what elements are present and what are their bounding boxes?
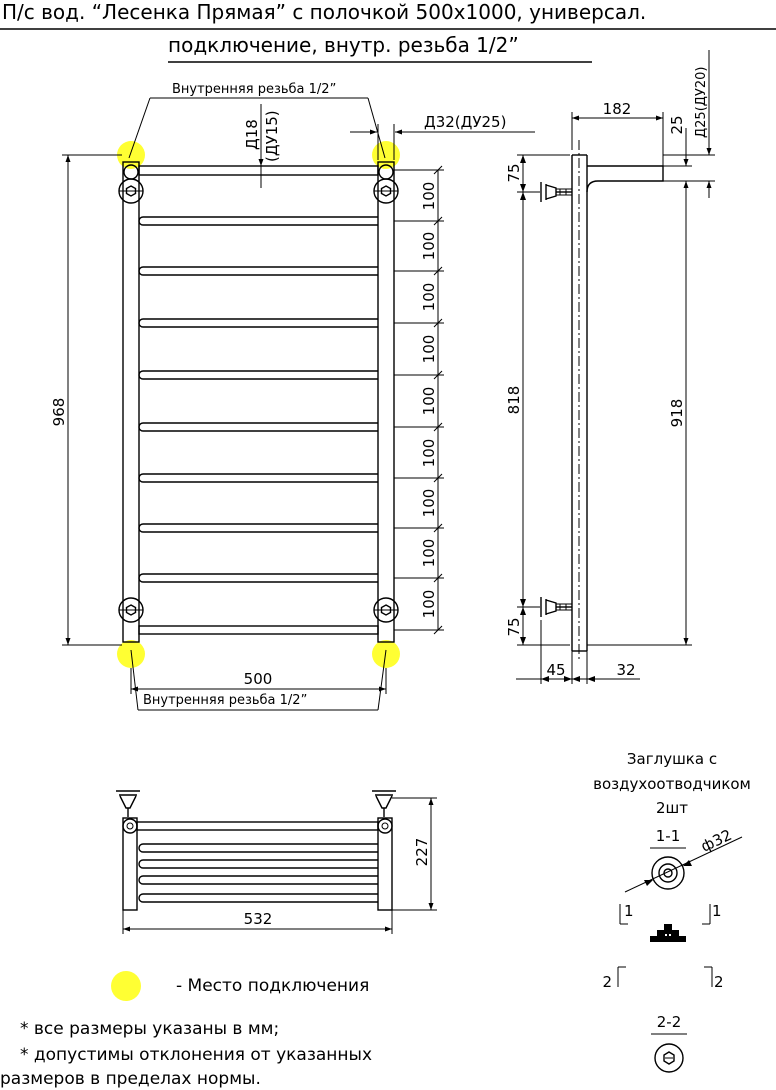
dim-532-label: 532 xyxy=(243,910,273,928)
shelf-port-right xyxy=(378,819,392,833)
bracket-bottom-right xyxy=(374,598,398,622)
note-line-3: размеров в пределах нормы. xyxy=(0,1069,261,1089)
legend xyxy=(111,971,369,1001)
connection-point-bottom-right xyxy=(372,640,400,668)
bracket-top-right xyxy=(374,179,398,203)
note-line-2: * допустимы отклонения от указанных xyxy=(20,1045,373,1065)
rung-spacing-dims xyxy=(394,166,444,634)
spacing-label: 100 xyxy=(420,334,438,364)
dim-227-label: 227 xyxy=(413,837,431,867)
shelf-bar xyxy=(139,860,378,868)
shelf-mount-left xyxy=(116,791,140,817)
dim-32-label: 32 xyxy=(616,661,636,679)
shelf-view xyxy=(116,791,437,934)
side-wall-mount-top xyxy=(541,182,572,202)
section-1-label: 1-1 xyxy=(655,827,681,845)
plug-detail xyxy=(593,750,751,1072)
thread-bottom-label: Внутренняя резьба 1/2” xyxy=(143,693,308,708)
mark-2-right: 2 xyxy=(714,973,724,991)
front-view xyxy=(50,82,535,710)
rung xyxy=(139,574,378,582)
shelf-bar xyxy=(139,844,378,852)
plug-profile xyxy=(650,924,686,942)
spacing-label: 100 xyxy=(420,589,438,619)
shelf-mount-right xyxy=(372,791,396,817)
shelf-bar xyxy=(137,822,378,830)
note-line-1: * все размеры указаны в мм; xyxy=(20,1019,280,1039)
dim-75-top-label: 75 xyxy=(505,163,523,183)
side-shelf-arm xyxy=(587,166,663,192)
rung xyxy=(139,217,378,225)
dim-968-label: 968 xyxy=(50,397,68,427)
shelf-bar xyxy=(139,894,378,902)
side-wall-mount-bottom xyxy=(541,597,572,617)
rung xyxy=(139,371,378,379)
rung xyxy=(139,423,378,431)
left-vertical-pipe xyxy=(123,162,139,642)
rung xyxy=(139,524,378,532)
dim-918-label: 918 xyxy=(668,398,686,428)
title-line-2: подключение, внутр. резьба 1/2” xyxy=(168,33,519,57)
title-block xyxy=(0,0,776,62)
dim-500-label: 500 xyxy=(243,670,273,688)
middle-rungs xyxy=(139,217,378,582)
shelf-port-left xyxy=(123,819,137,833)
thread-top-label: Внутренняя резьба 1/2” xyxy=(172,82,337,97)
spacing-label: 100 xyxy=(420,282,438,312)
d25-label: Д25(ДУ20) xyxy=(694,66,709,138)
notes xyxy=(0,1019,372,1089)
plug-title-2: воздухоотводчиком xyxy=(593,775,751,793)
legend-connection-label: - Место подключения xyxy=(176,976,370,996)
plug-title-3: 2шт xyxy=(655,799,689,817)
spacing-label: 100 xyxy=(420,386,438,416)
plug-inner-circle xyxy=(659,864,677,882)
dim-75-bottom-label: 75 xyxy=(505,617,523,637)
plug-outer-circle xyxy=(652,857,684,889)
mark-1-right: 1 xyxy=(712,902,722,920)
d18-label: Д18 xyxy=(243,119,261,150)
side-view xyxy=(505,50,715,684)
right-vertical-pipe xyxy=(378,162,394,642)
mark-1-left: 1 xyxy=(624,902,634,920)
dim-45-label: 45 xyxy=(546,661,566,679)
section-2-label: 2-2 xyxy=(656,1013,682,1031)
title-line-1: П/с вод. “Лесенка Прямая” с полочкой 500x1000, универсал. xyxy=(2,0,647,24)
plug-title-1: Заглушка с xyxy=(626,750,718,768)
mark-2-left: 2 xyxy=(602,973,612,991)
dim-25-label: 25 xyxy=(668,115,686,135)
spacing-label: 100 xyxy=(420,488,438,518)
rung xyxy=(139,474,378,482)
spacing-label: 100 xyxy=(420,438,438,468)
spacing-label: 100 xyxy=(420,538,438,568)
shelf-bar xyxy=(139,876,378,884)
rung xyxy=(139,319,378,327)
top-rung xyxy=(139,166,378,175)
legend-connection-swatch xyxy=(111,971,141,1001)
plug-diameter-label: ф32 xyxy=(698,825,735,856)
d32-label: Д32(ДУ25) xyxy=(424,113,507,131)
spacing-label: 100 xyxy=(420,181,438,211)
spacing-label: 100 xyxy=(420,231,438,261)
dim-818-label: 818 xyxy=(505,385,523,415)
bracket-top-left xyxy=(119,179,143,203)
rung xyxy=(139,267,378,275)
dim-182-label: 182 xyxy=(602,100,632,118)
bottom-rung xyxy=(139,626,378,634)
du15-label: (ДУ15) xyxy=(263,110,281,162)
bracket-bottom-left xyxy=(119,598,143,622)
